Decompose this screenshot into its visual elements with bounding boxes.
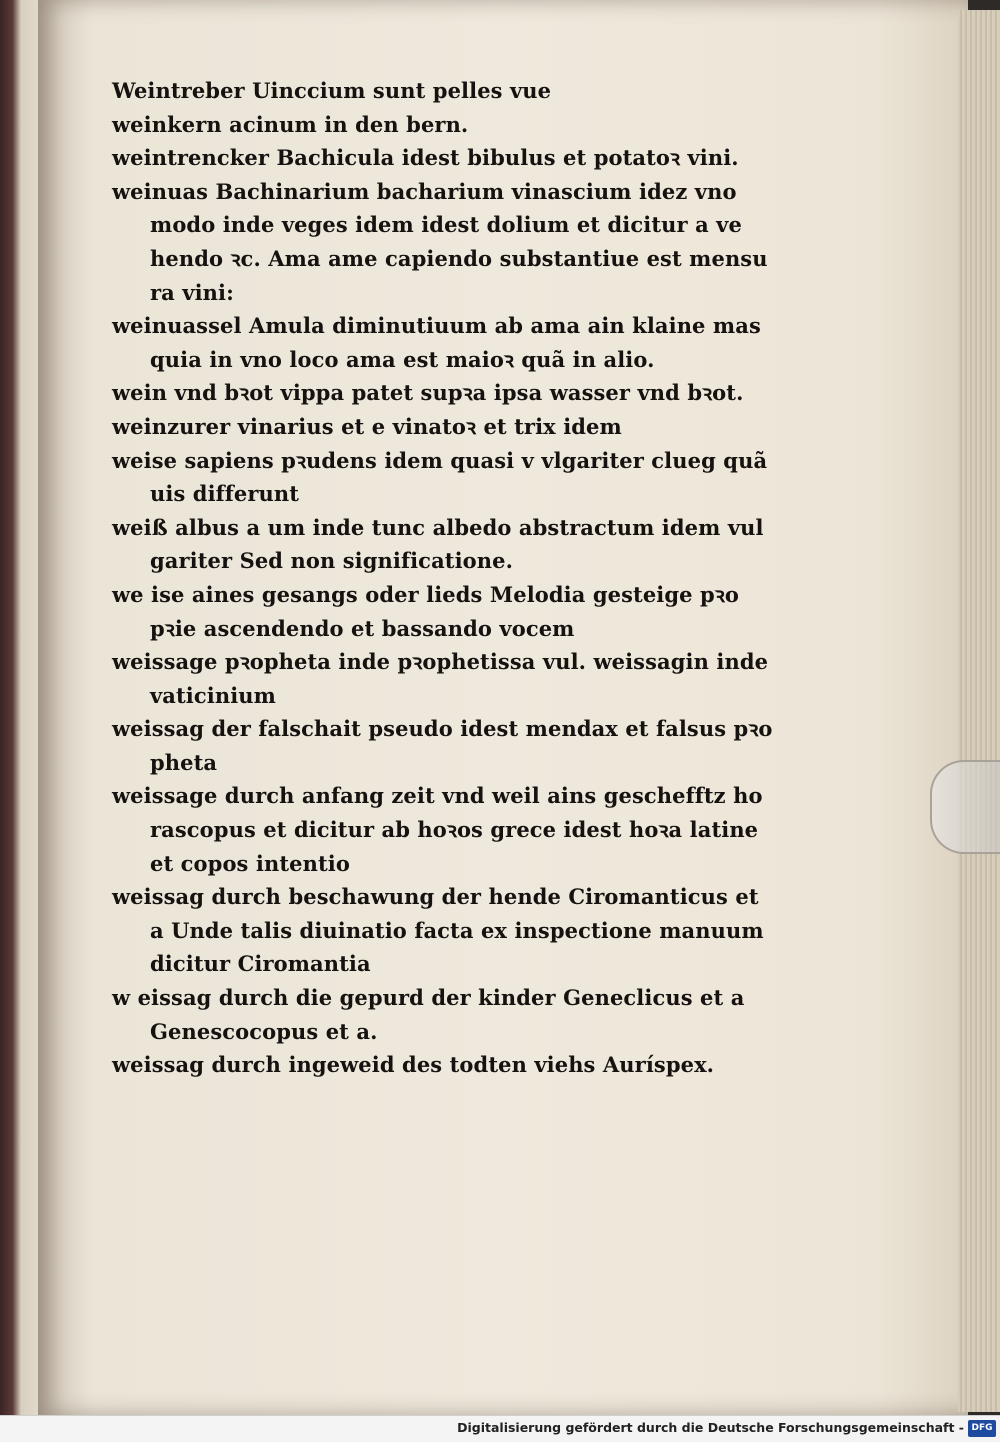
entry-continuation: gariter Sed non significatione. bbox=[150, 548, 514, 574]
dictionary-entry bbox=[112, 74, 772, 108]
dictionary-entry bbox=[112, 511, 772, 578]
footer-bar bbox=[0, 1415, 1000, 1442]
entry-continuation: quia in vno loco ama est maioꝛ quã in alio. bbox=[150, 346, 655, 372]
entry-continuation: Genescocopus et a. bbox=[150, 1018, 378, 1044]
dictionary-entry bbox=[112, 981, 772, 1048]
entry-continuation: modo inde veges idem idest dolium et dicitur a ve bbox=[150, 212, 742, 238]
entry-headline: weissage pꝛopheta inde pꝛophetissa vul. weissagin inde bbox=[112, 649, 769, 675]
entry-continuation: ra vini: bbox=[150, 279, 234, 305]
entry-headline: we ise aines gesangs oder lieds Melodia gesteige pꝛo bbox=[112, 581, 739, 607]
entry-headline: weinuas Bachinarium bacharium vinascium idez vno bbox=[112, 178, 737, 204]
entry-headline: weissag durch ingeweid des todten viehs Auríspex. bbox=[112, 1052, 715, 1078]
entry-continuation: vaticinium bbox=[150, 682, 276, 708]
page-clip bbox=[930, 760, 1000, 854]
dictionary-entry bbox=[112, 1048, 772, 1082]
entry-headline: weissag der falschait pseudo idest mendax et falsus pꝛo bbox=[112, 716, 773, 742]
page-edges bbox=[958, 10, 1000, 1412]
entry-headline: weiß albus a um inde tunc albedo abstractum idem vul bbox=[112, 514, 764, 540]
dfg-logo-icon: DFG bbox=[968, 1420, 996, 1437]
dictionary-entry bbox=[112, 376, 772, 410]
dictionary-entry bbox=[112, 578, 772, 645]
dictionary-entry bbox=[112, 175, 772, 309]
dictionary-entry bbox=[112, 108, 772, 142]
entry-continuation: uis differunt bbox=[150, 481, 300, 507]
entry-continuation: hendo ꝛc. Ama ame capiendo substantiue est mensu bbox=[150, 245, 768, 271]
entry-headline: wein vnd bꝛot vippa patet supꝛa ipsa wasser vnd bꝛot. bbox=[112, 380, 744, 406]
entry-continuation: pheta bbox=[150, 749, 218, 775]
entry-continuation: pꝛie ascendendo et bassando vocem bbox=[150, 615, 575, 641]
entry-continuation: dicitur Ciromantia bbox=[150, 951, 371, 977]
entry-headline: weinzurer vinarius et e vinatoꝛ et trix idem bbox=[112, 413, 622, 439]
dictionary-entry bbox=[112, 645, 772, 712]
entry-continuation: a Unde talis diuinatio facta ex inspectione manuum bbox=[150, 917, 764, 943]
dictionary-entry bbox=[112, 779, 772, 880]
funding-credit: Digitalisierung gefördert durch die Deutsche Forschungsgemeinschaft - bbox=[457, 1420, 964, 1435]
entry-headline: weise sapiens pꝛudens idem quasi v vlgariter clueg quã bbox=[112, 447, 768, 473]
entry-headline: Weintreber Uinccium sunt pelles vue bbox=[112, 78, 552, 103]
dictionary-entry bbox=[112, 141, 772, 175]
entry-headline: weintrencker Bachicula idest bibulus et potatoꝛ vini. bbox=[112, 145, 739, 171]
dictionary-entry bbox=[112, 309, 772, 376]
dictionary-entry bbox=[112, 444, 772, 511]
dictionary-entry bbox=[112, 410, 772, 444]
dictionary-entry bbox=[112, 712, 772, 779]
entry-continuation: et copos intentio bbox=[150, 850, 350, 876]
entry-headline: w eissag durch die gepurd der kinder Geneclicus et a bbox=[112, 985, 745, 1011]
entry-headline: weinkern acinum in den bern. bbox=[112, 111, 469, 137]
entry-headline: weissage durch anfang zeit vnd weil ains geschefftz ho bbox=[112, 783, 763, 809]
entry-headline: weissag durch beschawung der hende Ciromanticus et bbox=[112, 884, 759, 910]
dictionary-text bbox=[112, 74, 772, 1082]
dictionary-entry bbox=[112, 880, 772, 981]
entry-continuation: rascopus et dicitur ab hoꝛos grece idest hoꝛa latine bbox=[150, 817, 759, 843]
entry-headline: weinuassel Amula diminutiuum ab ama ain klaine mas bbox=[112, 313, 761, 339]
